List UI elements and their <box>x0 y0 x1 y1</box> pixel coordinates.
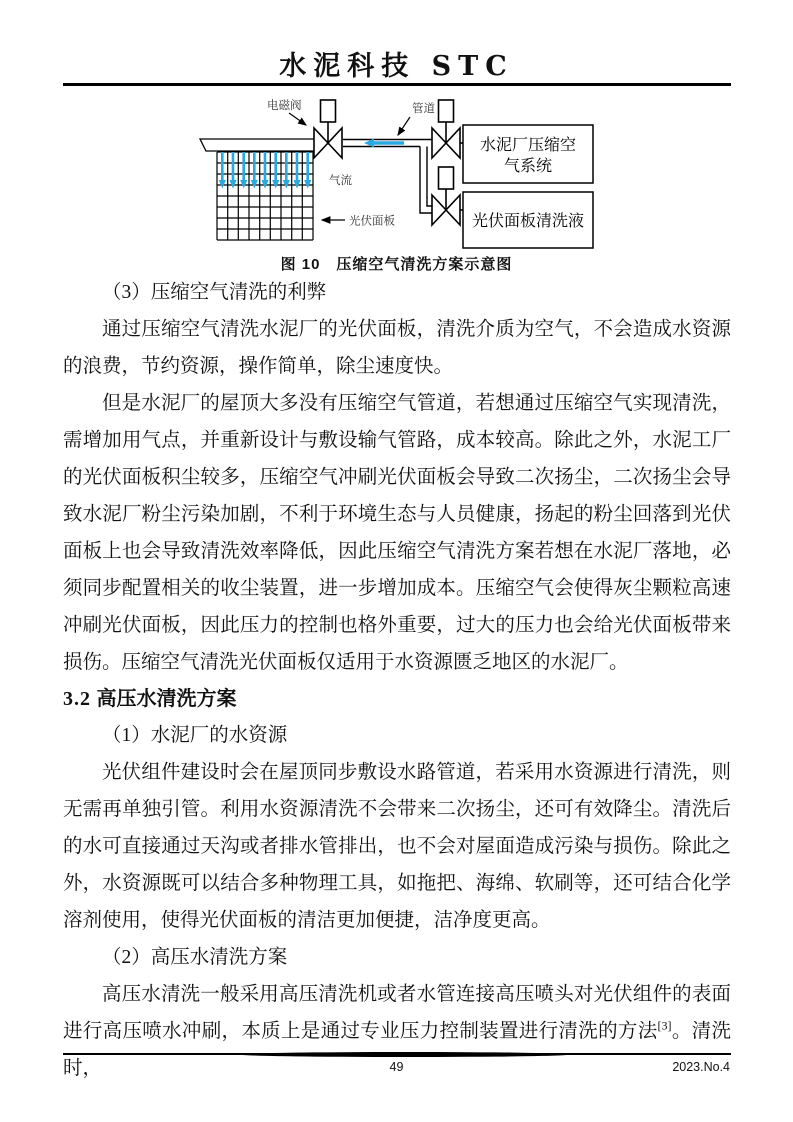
subsection-1-label: （1）水泥厂的水资源 <box>102 725 288 746</box>
paragraph-text: 高压水清洗一般采用高压清洗机或者水管连接高压喷头对光伏组件的表面进行高压喷水冲刷，本质上是通过专业压力控制装置进行清洗的方法 <box>63 984 731 1042</box>
footer-rule-bulge <box>240 1052 570 1057</box>
issue-number: 2023.No.4 <box>672 1060 730 1074</box>
airflow-arrows <box>219 152 312 189</box>
cleaning-liquid-box-label: 光伏面板清洗液 <box>471 213 585 230</box>
air-system-valve-icon <box>432 100 463 158</box>
journal-title: 水泥科技 STC <box>279 51 514 82</box>
paragraph-text-after-citation: 。清洗时， <box>63 1021 731 1079</box>
air-system-box <box>463 125 593 183</box>
paragraph-compressed-air-cons: 但是水泥厂的屋顶大多没有压缩空气管道，若想通过压缩空气实现清洗，需增加用气点，并重新设计与敷设输气管路，成本较高。除此之外，水泥工厂的光伏面板积尘较多，压缩空气冲刷光伏面板会导致二次扬尘，二次扬尘会导致水泥厂粉尘污染加剧，不利于环境生态与人员健康，扬起的粉尘回落到光伏面板上也会导致清洗效率降低，因此压缩空气清洗方案若想在水泥厂落地，必须同步配置相关的收尘装置，进一步增加成本。压缩空气会使得灰尘颗粒高速冲刷光伏面板，因此压力的控制也格外重要，过大的压力也会给光伏面板带来损伤。压缩空气清洗光伏面板仅适用于水资源匮乏地区的水泥厂。 <box>63 393 731 673</box>
citation-3: [3] <box>657 1018 672 1033</box>
airflow-label: 气流 <box>329 175 352 187</box>
solenoid-valve-icon <box>314 100 342 158</box>
paragraph-water-resources: 光伏组件建设时会在屋顶同步敷设水路管道，若采用水资源进行清洗，则无需再单独引管。利用水资源清洗不会带来二次扬尘，还可有效降尘。清洗后的水可直接通过天沟或者排水管排出，也不会对屋面造成污染与损伤。除此之外，水资源既可以结合多种物理工具，如拖把、海绵、软刷等，还可结合化学溶剂使用，使得光伏面板的清洁更加便捷，洁净度更高。 <box>63 762 731 931</box>
subsection-3-label: （3）压缩空气清洗的利弊 <box>102 282 327 303</box>
page-number: 49 <box>389 1060 404 1074</box>
compressed-air-cleaning-diagram <box>188 92 608 262</box>
cleaning-liquid-valve-icon <box>432 167 463 225</box>
spray-manifold <box>200 139 316 151</box>
air-system-box-label-line2: 气系统 <box>503 158 553 175</box>
header-rule <box>63 83 731 86</box>
section-number: 3.2 <box>63 688 91 710</box>
cleaning-liquid-box <box>463 192 593 248</box>
pipe-label: 管道 <box>412 103 435 115</box>
section-title: 高压水清洗方案 <box>91 688 237 710</box>
article-body <box>63 274 731 1087</box>
pipe-lines <box>343 140 432 214</box>
paragraph-compressed-air-pros: 通过压缩空气清洗水泥厂的光伏面板，清洗介质为空气，不会造成水资源的浪费，节约资源，操作简单，除尘速度快。 <box>63 319 731 377</box>
solenoid-valve-pointer-line <box>289 113 306 125</box>
section-heading-3-2 <box>63 681 731 717</box>
air-system-box-label-line1: 水泥厂压缩空 <box>479 137 577 154</box>
figure-caption: 图 10 压缩空气清洗方案示意图 <box>280 256 513 273</box>
pipe-pointer-line <box>398 117 410 135</box>
pv-panel-label: 光伏面板 <box>349 215 395 228</box>
subsection-2-label: （2）高压水清洗方案 <box>102 947 288 968</box>
solenoid-valve-label: 电磁阀 <box>267 100 302 112</box>
